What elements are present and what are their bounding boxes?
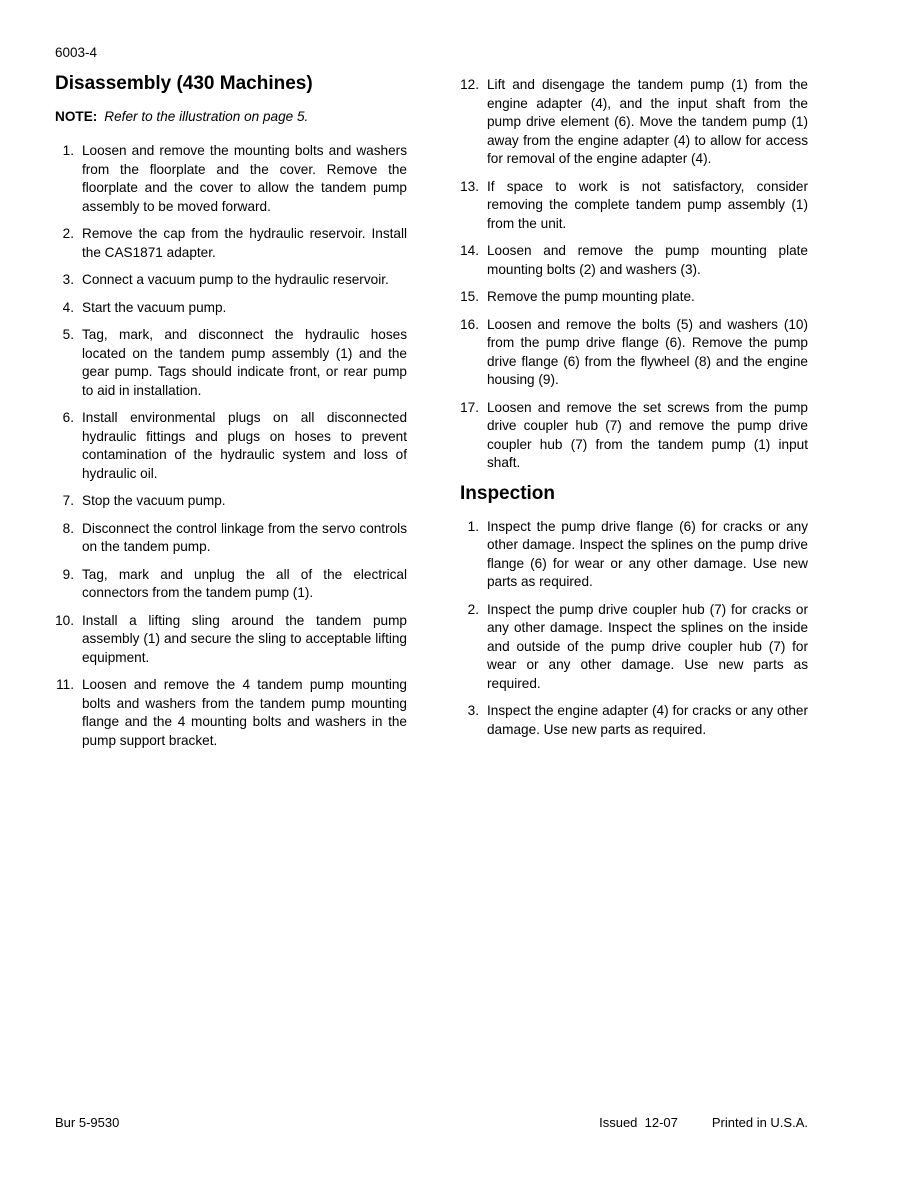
step-text: Remove the pump mounting plate. xyxy=(487,289,695,304)
step-number: 7. xyxy=(62,493,74,508)
page-number: 6003-4 xyxy=(55,45,98,60)
step-text: Start the vacuum pump. xyxy=(82,299,227,315)
step-number: 10. xyxy=(55,612,74,628)
step-number: 3. xyxy=(62,272,74,287)
step-text: Loosen and remove the mounting bolts and washers from the floorplate and the cover. Remove the floorplate and the cover to allow the tandem pump assembly to be moved forward. xyxy=(82,143,407,214)
step-number: 8. xyxy=(62,520,74,536)
inspection-step xyxy=(460,518,808,592)
step-number: 14. xyxy=(460,243,479,258)
inspection-step xyxy=(460,601,808,694)
step-number: 2. xyxy=(62,226,74,241)
note-label: NOTE: xyxy=(55,109,98,124)
step-number: 3. xyxy=(467,703,479,718)
footer-issued-date: Issued 12-07 xyxy=(599,1115,678,1130)
step-number: 9. xyxy=(62,566,74,582)
footer-document-code: Bur 5-9530 xyxy=(55,1115,120,1130)
section-title-inspection: Inspection xyxy=(460,482,556,504)
step-text: Loosen and remove the bolts (5) and washers (10) from the pump drive flange (6). Remove the pump drive flange (6) from the flywheel (8) and the engine housing (9). xyxy=(487,316,808,387)
step-number: 17. xyxy=(460,399,479,415)
disassembly-step xyxy=(460,399,808,473)
disassembly-step xyxy=(55,271,407,290)
right-column xyxy=(460,76,808,748)
footer-printed-in: Printed in U.S.A. xyxy=(711,1115,808,1130)
disassembly-step xyxy=(460,242,808,279)
step-text: Stop the vacuum pump. xyxy=(82,493,226,508)
disassembly-step xyxy=(460,316,808,390)
disassembly-step xyxy=(55,299,407,318)
footer-right-group xyxy=(599,1115,808,1131)
step-number: 16. xyxy=(460,316,479,332)
disassembly-step xyxy=(55,520,407,557)
disassembly-step xyxy=(55,676,407,750)
step-text: Loosen and remove the set screws from the pump drive coupler hub (7) and remove the pump drive coupler hub (7) from the tandem pump (1) input shaft. xyxy=(487,399,808,470)
step-text: Install a lifting sling around the tandem pump assembly (1) and secure the sling to acceptable lifting equipment. xyxy=(82,612,407,665)
step-text: Tag, mark and unplug the all of the electrical connectors from the tandem pump (1). xyxy=(82,566,407,600)
disassembly-step xyxy=(460,76,808,169)
step-text: Install environmental plugs on all disconnected hydraulic fittings and plugs on hoses to prevent contamination of the hydraulic system and loss of hydraulic oil. xyxy=(82,410,407,481)
step-text: If space to work is not satisfactory, consider removing the complete tandem pump assembly (1) from the unit. xyxy=(487,178,808,231)
step-number: 13. xyxy=(460,178,479,194)
page-footer xyxy=(55,1115,808,1131)
step-number: 15. xyxy=(460,289,479,304)
disassembly-step xyxy=(55,326,407,400)
step-text: Connect a vacuum pump to the hydraulic reservoir. xyxy=(82,272,389,287)
note xyxy=(55,108,407,126)
step-text: Inspect the pump drive flange (6) for cracks or any other damage. Inspect the splines on the pump drive flange (6) for wear or any other damage. Use new parts as required. xyxy=(487,518,808,589)
disassembly-step xyxy=(55,409,407,483)
step-text: Inspect the engine adapter (4) for cracks or any other damage. Use new parts as required. xyxy=(487,703,808,737)
disassembly-step xyxy=(55,492,407,511)
step-number: 12. xyxy=(460,77,479,92)
disassembly-step xyxy=(55,612,407,668)
disassembly-step xyxy=(460,178,808,234)
step-text: Loosen and remove the pump mounting plate mounting bolts (2) and washers (3). xyxy=(487,243,808,277)
disassembly-step xyxy=(55,566,407,603)
step-text: Lift and disengage the tandem pump (1) from the engine adapter (4), and the input shaft from the pump drive element (6). Move the tandem pump (1) away from the engine adapter (4) to allow for access for removal of the engine adapter (4). xyxy=(487,77,808,166)
disassembly-step xyxy=(55,225,407,262)
section-title-disassembly: Disassembly (430 Machines) xyxy=(55,73,313,94)
step-text: Loosen and remove the 4 tandem pump mounting bolts and washers from the tandem pump mounting flange and the 4 mounting bolts and washers in the pump support bracket. xyxy=(82,677,407,748)
step-number: 11. xyxy=(56,677,74,692)
step-number: 2. xyxy=(467,601,479,617)
step-text: Remove the cap from the hydraulic reservoir. Install the CAS1871 adapter. xyxy=(82,226,407,260)
step-number: 1. xyxy=(62,143,74,158)
step-number: 1. xyxy=(467,518,479,534)
disassembly-step xyxy=(460,288,808,307)
step-number: 4. xyxy=(62,299,74,315)
inspection-step xyxy=(460,702,808,739)
step-number: 6. xyxy=(62,410,74,425)
step-text: Inspect the pump drive coupler hub (7) for cracks or any other damage. Inspect the splines on the inside and outside of the pump drive coupler hub (7) for wear or any other damage. Use new parts as required. xyxy=(487,601,808,691)
left-column xyxy=(55,72,407,759)
step-number: 5. xyxy=(62,327,74,342)
step-text: Disconnect the control linkage from the servo controls on the tandem pump. xyxy=(82,520,407,554)
disassembly-step xyxy=(55,142,407,216)
note-text: Refer to the illustration on page 5. xyxy=(104,109,309,124)
step-text: Tag, mark, and disconnect the hydraulic hoses located on the tandem pump assembly (1) and the gear pump. Tags should indicate front, or rear pump to aid in installation. xyxy=(82,327,407,398)
